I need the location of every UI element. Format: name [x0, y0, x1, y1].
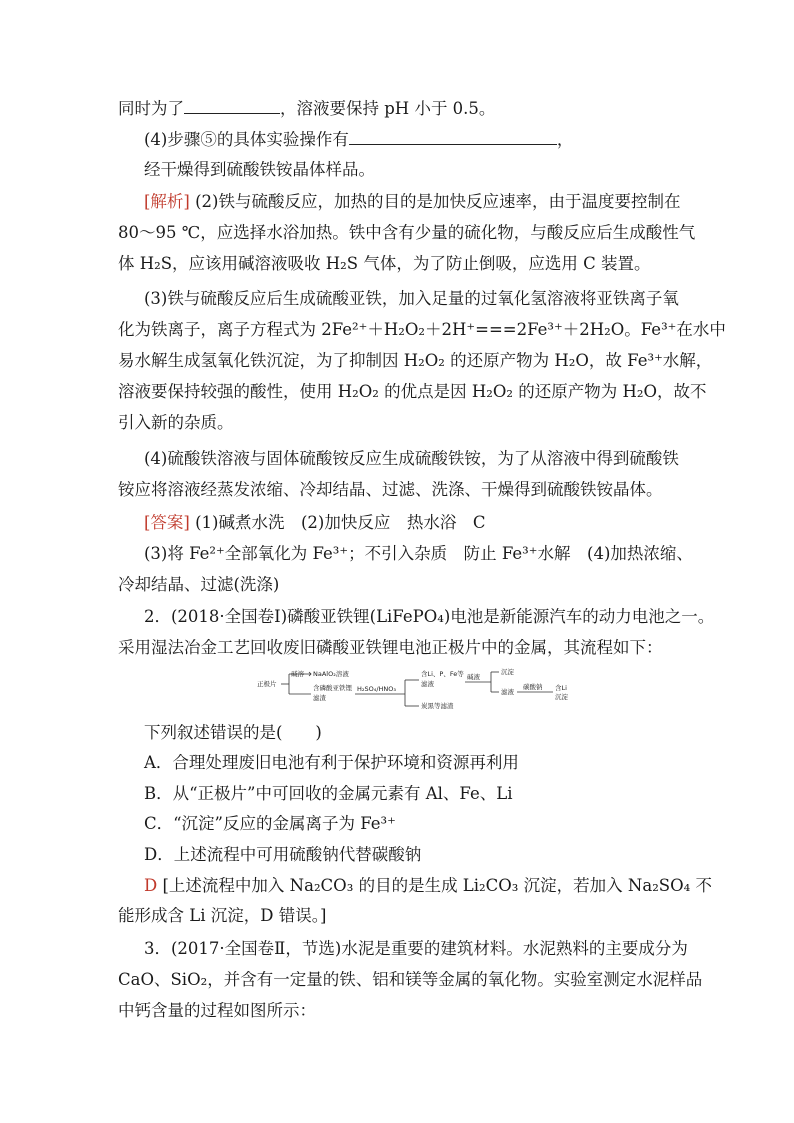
flow-node-li-precipitate: 沉淀 [555, 693, 568, 701]
analysis-p2-line4: 溶液要保持较强的酸性，使用 H₂O₂ 的优点是因 H₂O₂ 的还原产物为 H₂O，故不 [118, 382, 707, 401]
text-segment: (1)碱煮水洗 (2)加快反应 热水浴 C [195, 513, 486, 532]
answer-line3: 冷却结晶、过滤(洗涤) [118, 575, 280, 594]
q2-line1: 2．(2018·全国卷Ⅰ)磷酸亚铁锂(LiFePO₄)电池是新能源汽车的动力电池之一。 [144, 607, 715, 626]
q2-option-a: A．合理处理废旧电池有利于保护环境和资源再利用 [144, 753, 519, 772]
q2-stem: 下列叙述错误的是( ) [144, 723, 322, 742]
text-segment: ，溶液要保持 pH 小于 0.5。 [280, 99, 496, 118]
flow-node-cathode: 正极片 [257, 680, 277, 688]
flow-step-alkali: 碱溶 [291, 670, 304, 678]
text-segment: (2)铁与硫酸反应，加热的目的是加快反应速率，由于温度要控制在 [195, 192, 681, 211]
q2-line2: 采用湿法冶金工艺回收废旧磷酸亚铁锂电池正极片中的金属，其流程如下： [118, 638, 663, 657]
text-segment: ， [556, 130, 574, 149]
flow-node-filtrate2: 滤液 [501, 688, 514, 696]
flow-node-filtrate-label: 含Li、P、Fe等 [421, 670, 464, 678]
analysis-p1-line3: 体 H₂S，应该用碱溶液吸收 H₂S 气体，为了防止倒吸，应选用 C 装置。 [118, 254, 651, 273]
flow-node-filtrate: 滤液 [421, 680, 434, 688]
q3-line3: 中钙含量的过程如图所示： [118, 1001, 316, 1020]
q1-part3-line [118, 96, 698, 121]
analysis-p2-line1: (3)铁与硫酸反应后生成硫酸亚铁，加入足量的过氧化氢溶液将亚铁离子氧 [144, 289, 679, 308]
q2-option-b: B．从“正极片”中可回收的金属元素有 Al、Fe、Li [144, 784, 513, 803]
answer-line1 [144, 511, 724, 535]
analysis-p1-line1 [144, 190, 724, 214]
q3-line1: 3．(2017·全国卷Ⅱ，节选)水泥是重要的建筑材料。水泥熟料的主要成分为 [144, 939, 688, 958]
flow-node-residue: 滤渣 [313, 694, 326, 702]
q1-part4-line [144, 127, 724, 152]
flow-node-li-label: 含Li [555, 684, 567, 692]
q2-answer-line2: 能形成含 Li 沉淀，D 错误。] [118, 906, 327, 925]
flow-node-naalo2: NaAlO₂溶液 [313, 670, 349, 678]
analysis-p3-line1: (4)硫酸铁溶液与固体硫酸铵反应生成硫酸铁铵，为了从溶液中得到硫酸铁 [144, 449, 679, 468]
analysis-p2-line3: 易水解生成氢氧化铁沉淀，为了抑制因 H₂O₂ 的还原产物为 H₂O，故 Fe³⁺水解， [118, 351, 713, 370]
answer-letter: D [144, 876, 158, 895]
flow-reagent-na2co3: 碳酸钠 [523, 683, 543, 691]
flow-reagent-base: 碱液 [467, 673, 480, 681]
answer-blank [349, 127, 557, 145]
q2-option-d: D．上述流程中可用硫酸钠代替碳酸钠 [144, 845, 422, 864]
q2-answer-line1 [144, 874, 724, 898]
analysis-p3-line2: 铵应将溶液经蒸发浓缩、冷却结晶、过滤、洗涤、干燥得到硫酸铁铵晶体。 [118, 480, 663, 499]
q2-option-c: C．“沉淀”反应的金属离子为 Fe³⁺ [144, 814, 396, 833]
answer-tag: [答案] [144, 513, 190, 532]
flow-node-carbon-residue: 炭黑等滤渣 [421, 702, 454, 710]
flow-reagent-acid: H₂SO₄/HNO₃ [357, 685, 397, 693]
analysis-tag: [解析] [144, 192, 190, 211]
answer-line2: (3)将 Fe²⁺全部氧化为 Fe³⁺；不引入杂质 防止 Fe³⁺水解 (4)加热浓缩、 [144, 544, 693, 563]
analysis-p2-line2: 化为铁离子，离子方程式为 2Fe²⁺＋H₂O₂＋2H⁺===2Fe³⁺＋2H₂O。Fe³⁺在水中 [118, 320, 726, 339]
q1-part4-line2: 经干燥得到硫酸铁铵晶体样品。 [144, 160, 375, 179]
q3-line2: CaO、SiO₂，并含有一定量的铁、铝和镁等金属的氧化物。实验室测定水泥样品 [118, 970, 703, 989]
text-segment: (4)步骤⑤的具体实验操作有 [144, 130, 349, 149]
answer-blank [184, 96, 280, 114]
analysis-p2-line5: 引入新的杂质。 [118, 413, 234, 432]
process-flow-diagram [255, 660, 575, 715]
text-segment: 同时为了 [118, 99, 184, 118]
flow-node-precipitate: 沉淀 [501, 668, 514, 676]
flow-node-lifepo4: 含磷酸亚铁锂 [313, 684, 352, 692]
analysis-p1-line2: 80～95 ℃，应选择水浴加热。铁中含有少量的硫化物，与酸反应后生成酸性气 [118, 223, 696, 242]
text-segment: [上述流程中加入 Na₂CO₃ 的目的是生成 Li₂CO₃ 沉淀，若加入 Na₂SO₄ 不 [162, 876, 712, 895]
